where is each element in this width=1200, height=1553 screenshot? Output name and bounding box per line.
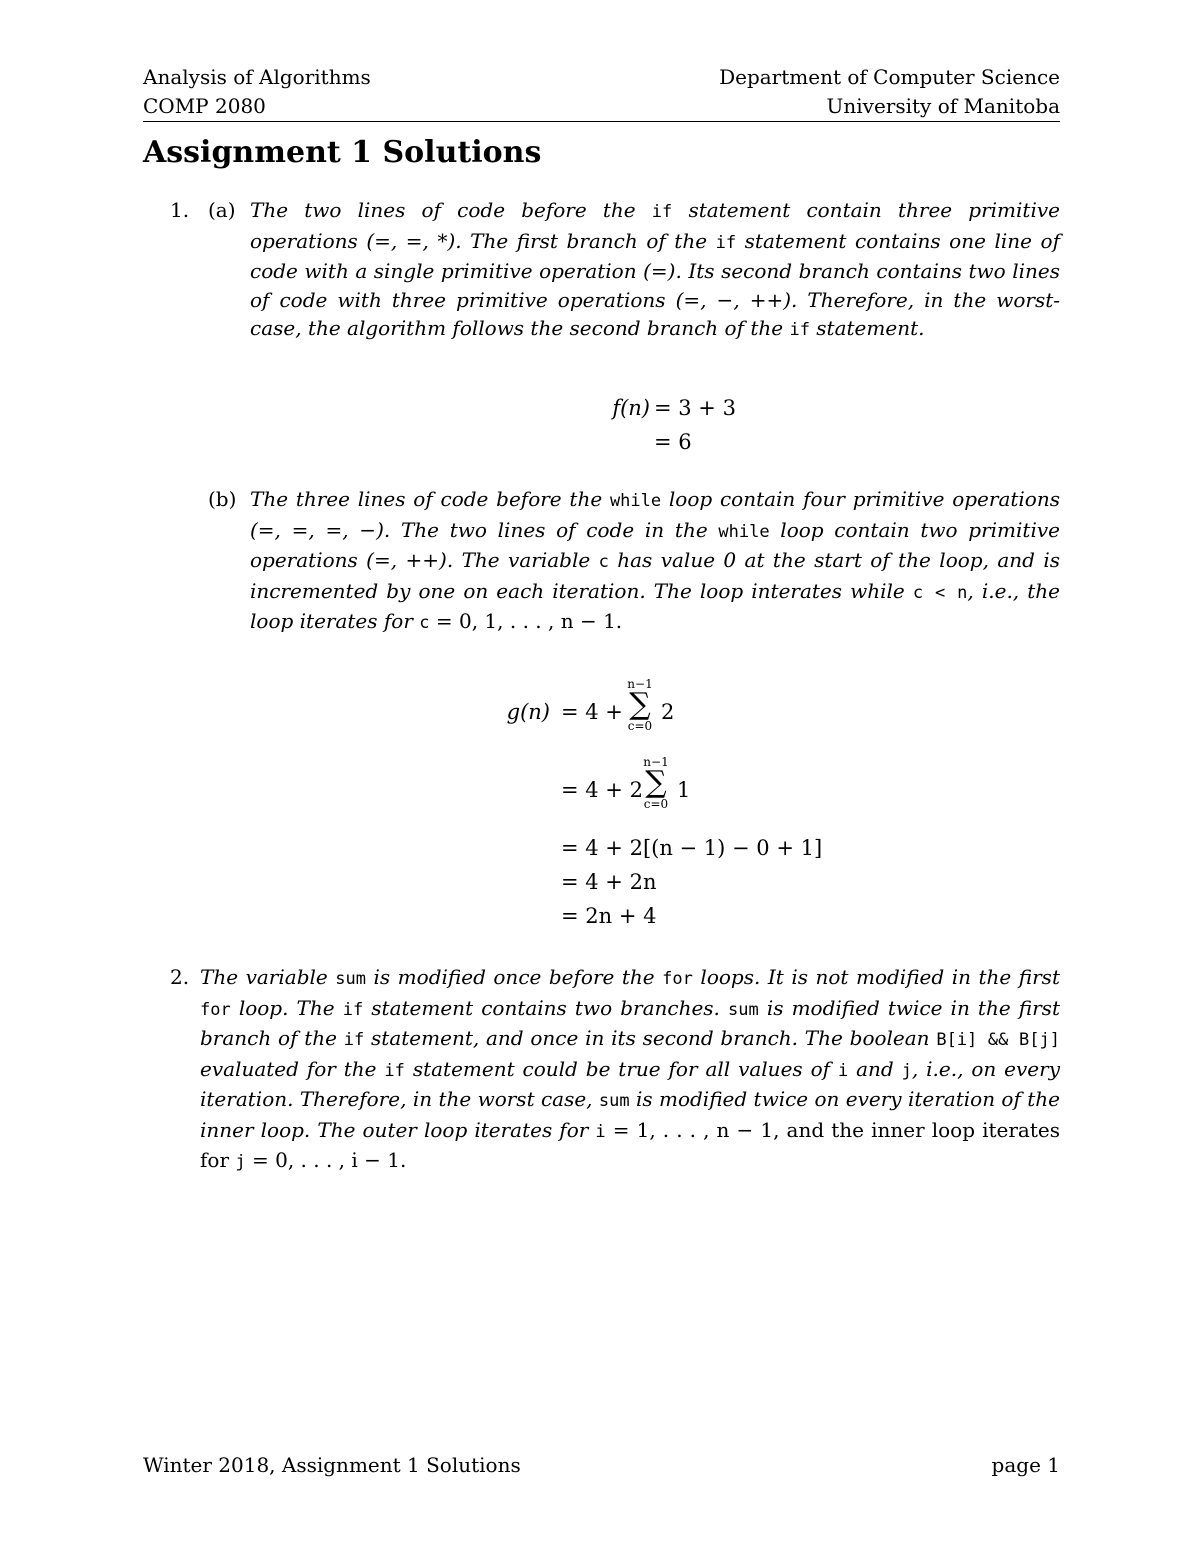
q1b-label: (b) bbox=[208, 487, 237, 511]
page-number: page 1 bbox=[991, 1453, 1060, 1477]
eq-g-row-5: = 2n + 4 bbox=[561, 904, 657, 928]
course-code: COMP 2080 bbox=[143, 94, 266, 118]
sum-2-lower: c=0 bbox=[643, 797, 669, 811]
eq-g-row-2: = 4 + 2 bbox=[561, 778, 643, 802]
footer-left: Winter 2018, Assignment 1 Solutions bbox=[143, 1453, 521, 1477]
sum-symbol-1 bbox=[620, 678, 660, 732]
eq-g-row-1: = 4 + bbox=[561, 700, 623, 724]
sum-1-upper: n−1 bbox=[627, 677, 653, 691]
eq-g-lhs: g(n) bbox=[506, 700, 550, 724]
department: Department of Computer Science bbox=[719, 65, 1060, 89]
sigma-icon: ∑ bbox=[629, 687, 651, 722]
course-name: Analysis of Algorithms bbox=[143, 65, 371, 89]
eq-g-row-1-term: 2 bbox=[661, 700, 675, 724]
sum-2-upper: n−1 bbox=[643, 755, 669, 769]
sum-symbol-2 bbox=[636, 756, 676, 810]
eq-g-row-3: = 4 + 2[(n − 1) − 0 + 1] bbox=[561, 836, 823, 860]
page-title: Assignment 1 Solutions bbox=[143, 135, 542, 170]
q2-number: 2. bbox=[170, 965, 190, 989]
header-rule bbox=[143, 121, 1060, 122]
q1a-label: (a) bbox=[208, 198, 236, 222]
eq-f-row-1: = 3 + 3 bbox=[654, 396, 736, 420]
q2-paragraph: The variable sum is modified once before the for loops. It is not modified in the first for loop. The if statement contains two branches. sum is modified twice in the first branch of the if statement, and once in its second branch. The boolean B[i] && B[j] evaluated for the if statement could be true for all values of i and j, i.e., on every iteration. Therefore, in the worst case, sum is modified twice on every iteration of the inner loop. The outer loop iterates for i = 1, . . . , n − 1, and the inner loop iterates for j = 0, . . . , i − 1. bbox=[200, 965, 1060, 1172]
eq-f-lhs: f(n) bbox=[612, 396, 650, 420]
eq-g-row-4: = 4 + 2n bbox=[561, 870, 657, 894]
eq-g-row-2-term: 1 bbox=[677, 778, 691, 802]
sum-1-lower: c=0 bbox=[627, 719, 653, 733]
university: University of Manitoba bbox=[826, 94, 1060, 118]
sigma-icon: ∑ bbox=[645, 765, 667, 800]
q1-number: 1. bbox=[170, 198, 190, 222]
q1b-paragraph: The three lines of code before the while loop contain four primitive operations (=, =, =, −). The two lines of code in the while loop contain two primitive operations (=, ++). The variable c has value 0 at the start of the loop, and is incremented by one on each iteration. The loop interates while c < n, i.e., the loop iterates for c = 0, 1, . . . , n − 1. bbox=[250, 487, 1061, 633]
q1a-paragraph: The two lines of code before the if statement contain three primitive operations (=, =, *). The first branch of the if statement contains one line of code with a single primitive operation (=). Its second branch contains two lines of code with three primitive operations (=, −, ++). Therefore, in the worst-case, the algorithm follows the second branch of the if statement. bbox=[250, 198, 1060, 340]
eq-f-row-2: = 6 bbox=[654, 430, 692, 454]
